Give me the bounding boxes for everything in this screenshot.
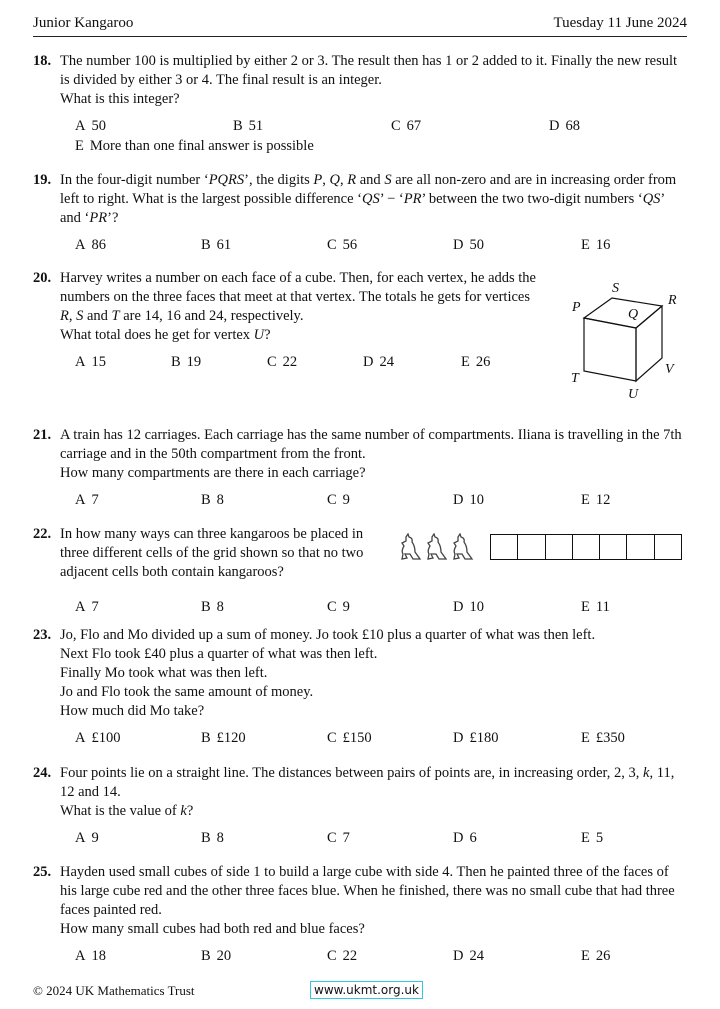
option-value: £100 — [91, 730, 121, 746]
question-number: 24. — [33, 765, 52, 781]
question-number: 18. — [33, 53, 52, 69]
option-letter: E — [581, 730, 590, 746]
website-link[interactable]: www.ukmt.org.uk — [310, 981, 423, 999]
answer-options — [75, 353, 540, 373]
text-run: Harvey writes a number on each face of a cube. Then, for each vertex, he adds the numbers on the three faces that meet at that vertex. The totals he gets for vertices — [60, 270, 536, 305]
cube-front-face — [584, 318, 636, 381]
label-v: V — [665, 362, 674, 377]
option-e[interactable] — [581, 729, 625, 748]
option-letter: C — [327, 599, 337, 615]
question-prompt: How many small cubes had both red and blue faces? — [60, 921, 365, 937]
question-number: 19. — [33, 172, 52, 188]
question-23 — [33, 626, 687, 749]
option-letter: E — [581, 948, 590, 964]
question-prompt: How many compartments are there in each carriage? — [60, 465, 366, 481]
option-letter: D — [453, 237, 464, 253]
variable: R — [60, 308, 69, 324]
option-a[interactable] — [75, 829, 99, 848]
exam-date: Tuesday 11 June 2024 — [553, 15, 687, 31]
kangaroo-icon — [428, 534, 446, 559]
kangaroos-group — [398, 533, 478, 563]
answer-options — [75, 236, 687, 256]
option-a[interactable] — [75, 947, 106, 966]
text-run: , — [322, 172, 330, 188]
answer-options — [75, 598, 610, 618]
option-d[interactable] — [453, 598, 484, 617]
question-25 — [33, 863, 687, 967]
answer-options — [75, 829, 687, 849]
option-letter: D — [549, 118, 560, 134]
option-letter: B — [201, 237, 211, 253]
text-run: ’ and ‘ — [60, 191, 665, 226]
option-value: 67 — [406, 118, 422, 134]
label-s: S — [612, 281, 619, 296]
option-b[interactable] — [201, 729, 246, 748]
label-u: U — [628, 387, 639, 402]
question-number: 25. — [33, 864, 52, 880]
competition-title: Junior Kangaroo — [33, 15, 134, 31]
text-run: , — [68, 308, 77, 324]
question-text: Finally Mo took what was then left. — [60, 665, 268, 681]
option-letter: D — [453, 830, 464, 846]
option-b[interactable] — [201, 491, 224, 510]
option-letter: A — [75, 237, 86, 253]
option-value: 68 — [565, 118, 580, 134]
question-prompt: What is this integer? — [60, 91, 180, 107]
option-letter: B — [201, 830, 211, 846]
question-number: 22. — [33, 526, 52, 542]
question-number: 23. — [33, 627, 52, 643]
option-letter: A — [75, 830, 86, 846]
option-value: £150 — [342, 730, 372, 746]
option-value: 26 — [475, 354, 491, 370]
option-d[interactable] — [363, 353, 394, 372]
question-number: 21. — [33, 427, 52, 443]
option-d[interactable] — [549, 117, 580, 136]
grid-cell — [627, 535, 654, 559]
text-run: ’ between the two two-digit numbers ‘ — [421, 191, 643, 207]
option-a[interactable] — [75, 117, 106, 136]
option-letter: D — [453, 948, 464, 964]
option-d[interactable] — [453, 729, 498, 748]
option-c[interactable] — [327, 491, 350, 510]
text-run: are all non-zero and are in increasing order from left to right. What is the largest possible difference ‘ — [60, 172, 677, 207]
option-letter: B — [201, 948, 211, 964]
option-letter: A — [75, 730, 86, 746]
grid-cell — [600, 535, 627, 559]
option-c[interactable] — [327, 729, 372, 748]
variable: PQRS — [208, 172, 245, 188]
grid-cell — [518, 535, 545, 559]
option-letter: E — [461, 354, 470, 370]
option-letter: E — [75, 138, 84, 154]
text-run: ’ − ‘ — [379, 191, 404, 207]
option-value: 5 — [595, 830, 604, 846]
text-run: ? — [264, 327, 271, 343]
page-footer — [33, 981, 687, 1001]
option-value: 16 — [595, 237, 611, 253]
option-b[interactable] — [171, 353, 201, 372]
text-run: ’, the digits — [244, 172, 314, 188]
option-c[interactable] — [391, 117, 421, 136]
option-value: 6 — [469, 830, 477, 846]
option-e[interactable] — [581, 829, 603, 848]
variable: PR — [89, 210, 108, 226]
option-b[interactable] — [201, 947, 231, 966]
question-text: Hayden used small cubes of side 1 to build a large cube with side 4. Then he painted three of the faces of his large cube red and the other three faces blue. When he finished, there was no small cube that had three faces painted red. — [60, 864, 675, 918]
option-c[interactable] — [327, 598, 350, 617]
question-20 — [33, 269, 540, 373]
text-run: What total does he get for vertex — [60, 327, 254, 343]
question-text: Next Flo took £40 plus a quarter of what was then left. — [60, 646, 378, 662]
option-value: 11 — [595, 599, 610, 615]
option-e[interactable] — [581, 947, 610, 966]
question-19 — [33, 171, 687, 256]
question-21 — [33, 426, 687, 511]
option-value: 86 — [91, 237, 106, 253]
variable: k — [180, 803, 187, 819]
option-d[interactable] — [453, 947, 484, 966]
question-text — [60, 269, 540, 326]
option-value: 50 — [91, 118, 106, 134]
answer-options — [75, 117, 687, 137]
question-prompt — [60, 802, 687, 821]
question-text: Jo, Flo and Mo divided up a sum of money. Jo took £10 plus a quarter of what was then left. — [60, 627, 596, 643]
option-letter: C — [327, 492, 337, 508]
text-run: What is the value of — [60, 803, 181, 819]
option-value: £180 — [469, 730, 499, 746]
option-letter: C — [391, 118, 401, 134]
option-value: 9 — [342, 599, 350, 615]
option-value: 15 — [91, 354, 106, 370]
option-value: 19 — [186, 354, 202, 370]
answer-options — [75, 947, 687, 967]
option-value: 7 — [91, 492, 99, 508]
text-run: are 14, 16 and 24, respectively. — [119, 308, 304, 324]
label-r: R — [668, 293, 677, 308]
question-text: Jo and Flo took the same amount of money. — [60, 684, 314, 700]
option-d[interactable] — [453, 236, 484, 255]
page-header — [33, 12, 687, 37]
option-letter: D — [453, 492, 464, 508]
option-letter: A — [75, 354, 86, 370]
cube-diagram — [560, 276, 690, 406]
option-letter: E — [581, 599, 590, 615]
option-letter: C — [327, 830, 337, 846]
question-number: 20. — [33, 270, 52, 286]
option-value: 50 — [469, 237, 484, 253]
option-letter: A — [75, 948, 86, 964]
kangaroo-grid — [490, 534, 682, 560]
option-value: 20 — [216, 948, 232, 964]
grid-cell — [491, 535, 518, 559]
label-t: T — [571, 371, 579, 386]
option-a[interactable] — [75, 353, 106, 372]
option-e[interactable] — [581, 236, 610, 255]
label-q: Q — [628, 307, 639, 322]
grid-cell — [655, 535, 681, 559]
option-value: 9 — [91, 830, 99, 846]
option-b[interactable] — [201, 236, 231, 255]
option-b[interactable] — [201, 598, 224, 617]
option-value: 12 — [595, 492, 611, 508]
option-letter: B — [233, 118, 243, 134]
option-c[interactable] — [327, 947, 357, 966]
variable: P — [313, 172, 323, 188]
option-letter: C — [327, 730, 337, 746]
variable: PR — [403, 191, 422, 207]
option-c[interactable] — [267, 353, 297, 372]
variable: QS — [642, 191, 661, 207]
text-run: ? — [186, 803, 194, 819]
text-run: and — [356, 172, 385, 188]
option-letter: B — [201, 730, 211, 746]
option-letter: C — [327, 948, 337, 964]
option-value: 8 — [216, 599, 224, 615]
variable: Q — [329, 172, 341, 188]
variable: T — [111, 308, 120, 324]
option-value: £350 — [595, 730, 625, 746]
question-prompt: How much did Mo take? — [60, 703, 205, 719]
option-a[interactable] — [75, 236, 106, 255]
answer-options — [75, 491, 687, 511]
option-value: More than one final answer is possible — [89, 138, 314, 154]
text-run: In the four-digit number ‘ — [60, 172, 209, 188]
variable: k — [643, 765, 650, 781]
text-run: ’? — [107, 210, 119, 226]
question-text — [60, 171, 687, 228]
copyright-notice: © 2024 UK Mathematics Trust — [33, 983, 195, 998]
answer-options — [75, 729, 687, 749]
question-text: The number 100 is multiplied by either 2 or 3. The result then has 1 or 2 added to it. Finally the new result is divided by either 3 or 4. The final result is an integer. — [60, 53, 678, 88]
option-c[interactable] — [327, 829, 350, 848]
question-18 — [33, 52, 687, 157]
option-value: 24 — [379, 354, 394, 370]
option-letter: E — [581, 237, 590, 253]
grid-cell — [546, 535, 573, 559]
question-22 — [33, 525, 610, 618]
option-value: 56 — [342, 237, 358, 253]
option-letter: D — [453, 599, 464, 615]
option-letter: A — [75, 118, 86, 134]
text-run: , 11, 12 and 14. — [60, 765, 675, 800]
option-b[interactable] — [201, 829, 224, 848]
option-letter: A — [75, 599, 86, 615]
option-value: 9 — [342, 492, 350, 508]
cube-side-face — [636, 306, 662, 381]
option-value: 26 — [595, 948, 611, 964]
grid-cell — [573, 535, 600, 559]
option-value: 24 — [469, 948, 484, 964]
option-letter: B — [201, 599, 211, 615]
option-letter: B — [201, 492, 211, 508]
option-value: 22 — [342, 948, 358, 964]
option-value: 8 — [216, 830, 224, 846]
option-value: 51 — [248, 118, 264, 134]
option-letter: E — [581, 492, 590, 508]
option-d[interactable] — [453, 491, 484, 510]
option-letter: D — [363, 354, 374, 370]
option-e[interactable] — [75, 137, 687, 157]
option-e[interactable] — [581, 491, 610, 510]
question-prompt — [60, 326, 540, 345]
variable: R — [347, 172, 357, 188]
text-run: , — [340, 172, 348, 188]
text-run: and — [83, 308, 112, 324]
cube-top-face — [584, 298, 662, 328]
text-run: Four points lie on a straight line. The distances between pairs of points are, in increasing order, 2, 3, — [60, 765, 644, 781]
question-text: In how many ways can three kangaroos be placed in three different cells of the grid shown so that no two adjacent cells both contain kangaroos? — [60, 526, 364, 580]
option-letter: C — [267, 354, 277, 370]
option-value: 10 — [469, 492, 484, 508]
question-text — [60, 764, 687, 802]
option-value: 8 — [216, 492, 224, 508]
option-c[interactable] — [327, 236, 357, 255]
variable: S — [384, 172, 392, 188]
option-d[interactable] — [453, 829, 477, 848]
option-value: 10 — [469, 599, 484, 615]
option-letter: D — [453, 730, 464, 746]
option-value: 22 — [282, 354, 298, 370]
question-24 — [33, 764, 687, 849]
variable: QS — [362, 191, 380, 207]
option-e[interactable] — [581, 598, 610, 617]
option-letter: A — [75, 492, 86, 508]
option-value: 18 — [91, 948, 106, 964]
option-value: 7 — [91, 599, 99, 615]
label-p: P — [572, 300, 581, 315]
option-b[interactable] — [233, 117, 263, 136]
option-letter: B — [171, 354, 181, 370]
variable: U — [253, 327, 265, 343]
option-letter: C — [327, 237, 337, 253]
variable: S — [76, 308, 84, 324]
kangaroo-icon — [402, 534, 420, 559]
option-value: £120 — [216, 730, 246, 746]
option-a[interactable] — [75, 491, 99, 510]
option-a[interactable] — [75, 598, 99, 617]
question-text: A train has 12 carriages. Each carriage has the same number of compartments. Iliana is travelling in the 7th carriage and in the 50th compartment from the front. — [60, 427, 682, 462]
kangaroo-icon — [454, 534, 472, 559]
option-value: 7 — [342, 830, 350, 846]
option-letter: E — [581, 830, 590, 846]
cube-edges — [584, 298, 662, 381]
option-e[interactable] — [461, 353, 490, 372]
option-value: 61 — [216, 237, 232, 253]
option-a[interactable] — [75, 729, 120, 748]
